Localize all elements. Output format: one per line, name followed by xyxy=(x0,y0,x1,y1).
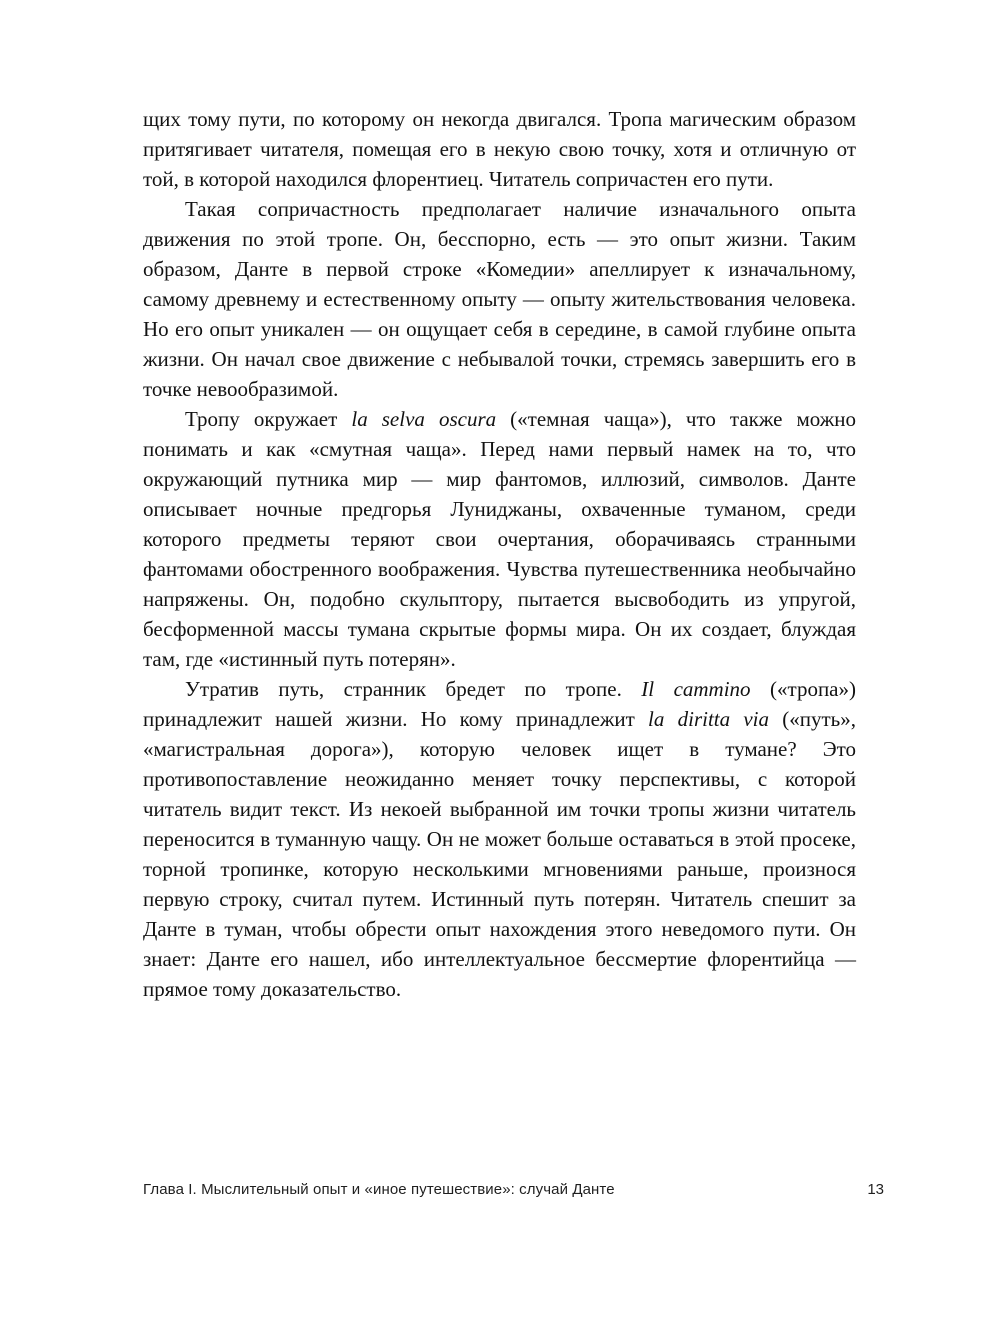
italic-phrase: la diritta via xyxy=(648,707,770,731)
text-run: («тропа») принадлежит нашей жизни. Но кому принадлежит xyxy=(143,677,856,731)
page-number: 13 xyxy=(867,1181,884,1198)
italic-phrase: la selva oscura xyxy=(351,407,497,431)
text-run: («путь», «магистральная дорога»), которую человек ищет в тумане? Это противопоставление неожиданно меняет точку перспективы, с которой читатель видит текст. Из некоей выбранной им точки тропы жизни читатель переносится в туманную чащу. Он не может больше оставаться в этой просеке, торной тропинке, которую несколькими мгновениями раньше, произнося первую строку, считал путем. Истинный путь потерян. Читатель спешит за Данте в туман, чтобы обрести опыт нахождения этого неведомого пути. Он знает: Данте его нашел, ибо интеллектуальное бессмертие флорентийца — прямое тому доказательство. xyxy=(143,707,856,1001)
page-footer xyxy=(143,1181,884,1198)
text-run: Тропу окружает xyxy=(185,407,352,431)
text-run: Такая сопричастность предполагает наличие изначального опыта движения по этой тропе. Он, бесспорно, есть — это опыт жизни. Таким образом, Данте в первой строке «Комедии» апеллирует к изначальному, самому древнему и естественному опыту — опыту жительствования человека. Но его опыт уникален — он ощущает себя в середине, в самой глубине опыта жизни. Он начал свое движение с небывалой точки, стремясь завершить его в точке невообразимой. xyxy=(143,197,856,401)
text-run: («темная чаща»), что также можно понимать и как «смутная чаща». Перед нами первый намек на то, что окружающий путника мир — мир фантомов, иллюзий, символов. Данте описывает ночные предгорья Луниджаны, охваченные туманом, среди которого предметы теряют свои очертания, оборачиваясь странными фантомами обостренного воображения. Чувства путешественника необычайно напряжены. Он, подобно скульптору, пытается высвободить из упругой, бесформенной массы тумана скрытые формы мира. Он их создает, блуждая там, где «истинный путь потерян». xyxy=(143,407,856,671)
paragraph xyxy=(143,674,856,1004)
text-run: щих тому пути, по которому он некогда двигался. Тропа магическим образом притягивает читателя, помещая его в некую свою точку, хотя и отличную от той, в которой находился флорентиец. Читатель сопричастен его пути. xyxy=(143,107,856,191)
paragraph xyxy=(143,194,856,404)
paragraph xyxy=(143,104,856,194)
page-text xyxy=(143,104,856,1004)
text-run: Утратив путь, странник бредет по тропе. xyxy=(185,677,642,701)
italic-phrase: Il cammino xyxy=(641,677,751,701)
paragraph xyxy=(143,404,856,674)
running-title: Глава I. Мыслительный опыт и «иное путешествие»: случай Данте xyxy=(143,1181,615,1198)
